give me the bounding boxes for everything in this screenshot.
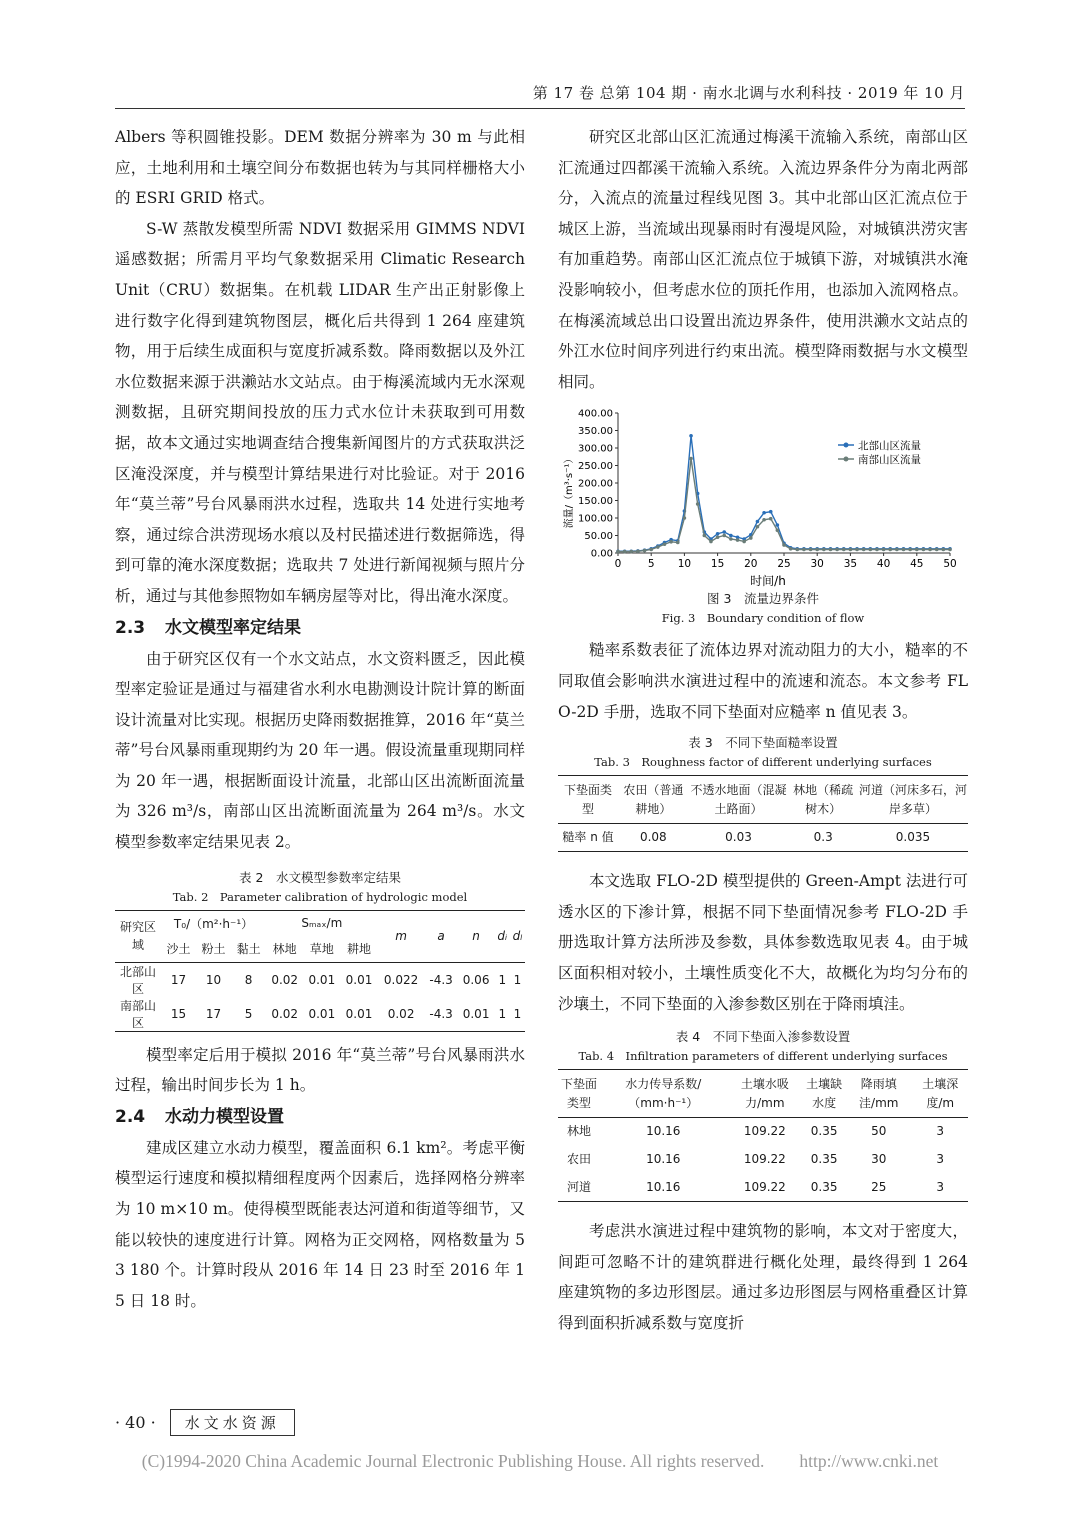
series-point-2: [762, 518, 766, 522]
table-cell: 0.03: [689, 824, 789, 852]
y-tick-label: 0.00: [590, 548, 613, 560]
series-point-2: [888, 548, 892, 552]
x-tick-label: 5: [647, 558, 655, 571]
table-cell: 0.01: [303, 997, 340, 1032]
table-cell: 10.16: [646, 1152, 681, 1167]
section-title: 水动力模型设置: [165, 1106, 284, 1127]
series-point-2: [942, 548, 946, 552]
x-tick-label: 50: [943, 558, 957, 571]
paragraph: 糙率系数表征了流体边界对流动阻力的大小，糙率的不同取值会影响洪水演进过程中的流速和流态。本文参考 FLO-2D 手册，选取不同下垫面对应糙率 n 值见表 3。: [558, 641, 968, 721]
series-point-2: [616, 550, 620, 554]
table-cell: 糙率 n 值: [558, 824, 618, 852]
series-point-2: [915, 548, 919, 552]
y-tick-label: 150.00: [578, 496, 613, 508]
section-heading: [115, 1101, 525, 1133]
table-subheader-cell: 耕地: [340, 936, 377, 962]
table-cell: 0.02: [378, 997, 425, 1032]
y-tick-label: 100.00: [578, 513, 613, 525]
table-header-cell: 水力传导系数/（mm·h⁻¹）: [600, 1070, 727, 1118]
series-point-2: [855, 548, 859, 552]
table-cell: -4.3: [429, 972, 453, 987]
y-tick-label: 400.00: [578, 408, 613, 420]
table-3: [558, 775, 968, 852]
table-cell: 0.35: [810, 1124, 838, 1139]
table-caption-en: Tab. 4 Infiltration parameters of different underlying surfaces: [578, 1049, 948, 1064]
y-tick-label: 350.00: [578, 426, 613, 438]
table-cell: 17: [170, 972, 187, 987]
table-cell: 30: [871, 1152, 887, 1167]
series-point-2: [689, 457, 693, 461]
series-point-2: [862, 548, 866, 552]
series-point-2: [716, 536, 720, 540]
table-header-cell: 土壤缺水度: [803, 1070, 845, 1118]
table-cell: 3: [936, 1124, 945, 1139]
table-header-cell: Sₘₐₓ/m: [266, 910, 377, 936]
series-point-2: [736, 539, 740, 543]
x-tick-label: 40: [876, 558, 891, 571]
x-tick-label: 15: [710, 558, 725, 571]
series-point-2: [849, 548, 853, 552]
copyright-watermark: (C)1994-2020 China Academic Journal Electronic Publishing House. All rights reserved. http://www.cnki.net: [141, 1451, 939, 1471]
table-header-cell: n: [458, 910, 495, 962]
table-4: [558, 1069, 968, 1202]
series-point-2: [676, 541, 680, 545]
series-point-2: [742, 540, 746, 544]
series-point-2: [663, 543, 667, 547]
series-point-1: [722, 531, 726, 535]
series-point-2: [756, 525, 760, 529]
series-point-2: [776, 529, 780, 533]
table-cell: 3: [936, 1152, 945, 1167]
table-cell: 0.01: [345, 972, 373, 987]
figure-caption: 图 3 流量边界条件: [707, 591, 819, 607]
table-cell: 0.08: [618, 824, 689, 852]
table-subheader-cell: 草地: [303, 936, 340, 962]
paragraph: 建成区建立水动力模型，覆盖面积 6.1 km²。考虑平衡模型运行速度和模拟精细程度两个因素后，选择网格分辨率为 10 m×10 m。使得模型既能表达河道和街道等细节，又能以较快的速度进行计算。网格为正交网格，网格数量为 53 180 个。计算时段从 2016 年 14 日 23 时至 2016 年 15 日 18 时。: [115, 1138, 525, 1310]
series-point-2: [722, 534, 726, 538]
figure-3: [558, 403, 968, 589]
table-cell: 25: [845, 1174, 912, 1202]
series-point-2: [709, 540, 713, 544]
journal-section-label: 水文水资源: [170, 1409, 295, 1436]
table-cell: 10.16: [646, 1124, 681, 1139]
series-point-2: [815, 548, 819, 552]
table-header-cell: 土壤水吸力/mm: [727, 1070, 804, 1118]
series-point-2: [629, 550, 633, 554]
series-point-1: [756, 520, 760, 524]
table-row: [558, 1118, 968, 1146]
series-point-2: [842, 548, 846, 552]
paragraph: Albers 等积圆锥投影。DEM 数据分辨率为 30 m 与此相应，土地利用和土壤空间分布数据也转为与其同样栅格大小的 ESRI GRID 格式。: [115, 128, 525, 208]
table-header-cell: a: [425, 910, 458, 962]
table-cell: 50: [871, 1124, 887, 1139]
right-column: [558, 122, 968, 1338]
series-point-2: [822, 548, 826, 552]
table-caption-en: Tab. 3 Roughness factor of different underlying surfaces: [594, 755, 932, 770]
table-caption: 表 3 不同下垫面糙率设置: [688, 735, 838, 751]
legend-marker: [844, 457, 849, 462]
series-point-2: [829, 548, 833, 552]
table-header-cell: 林地（稀疏树木）: [788, 776, 858, 824]
y-tick-label: 300.00: [578, 443, 613, 455]
table-cell: 109.22: [743, 1152, 786, 1167]
table-cell: 109.22: [743, 1124, 786, 1139]
table-cell: 15: [161, 997, 196, 1032]
series-point-2: [922, 548, 926, 552]
table-header-cell: 研究区域: [115, 910, 161, 962]
series-point-2: [729, 538, 733, 542]
table-caption: 表 2 水文模型参数率定结果: [239, 869, 401, 885]
table-header-cell: 下垫面类型: [558, 1070, 600, 1118]
table-row: [558, 1146, 968, 1174]
x-tick-label: 0: [614, 558, 622, 571]
table-header-cell: 土壤深度/m: [912, 1070, 968, 1118]
series-point-2: [948, 548, 952, 552]
table-header-cell: 河道（河床多石，河岸多草）: [858, 776, 968, 824]
table-header-cell: 降雨填洼/mm: [845, 1070, 912, 1118]
series-point-2: [875, 548, 879, 552]
table-cell: 17: [196, 997, 231, 1032]
header-rule: [115, 108, 965, 109]
table-2: [115, 910, 525, 1032]
series-point-1: [716, 532, 720, 536]
series-point-2: [683, 517, 687, 521]
table-cell: 8: [244, 972, 253, 987]
series-point-2: [656, 546, 660, 550]
table-cell: 0.02: [266, 997, 303, 1032]
series-point-2: [882, 548, 886, 552]
section-heading: [115, 612, 525, 644]
x-tick-label: 30: [810, 558, 824, 571]
table-cell: 0.035: [858, 824, 968, 852]
series-point-2: [703, 534, 707, 538]
table-cell: 0.01: [340, 997, 377, 1032]
legend-label: 北部山区流量: [858, 440, 921, 453]
figure-caption-en: Fig. 3 Boundary condition of flow: [661, 611, 865, 626]
table-cell: 1: [510, 997, 525, 1032]
series-point-1: [762, 511, 766, 515]
table-row: [115, 962, 525, 997]
page-number: · 40 ·: [115, 1412, 156, 1432]
table-caption: 表 4 不同下垫面入渗参数设置: [675, 1029, 851, 1045]
table-header-cell: m: [378, 910, 425, 962]
paragraph: S-W 蒸散发模型所需 NDVI 数据采用 GIMMS NDVI 遥感数据；所需月平均气象数据采用 Climatic Research Unit（CRU）数据集。在机载 LIDAR 生产出正射影像上进行数字化得到建筑物图层，概化后共得到 1 264 座建筑物，用于后续生成面积与宽度折减系数。降雨数据以及外江水位数据来源于洪濑站水文站点。由于梅溪流域内无水深观测数据，且研究期间投放的压力式水位计未获取到可用数据，故本文通过实地调查结合搜集新闻图片的方式获取洪泛区淹没深度，并与模型计算结果进行对比验证。对于 2016 年“莫兰蒂”号台风暴雨洪水过程，选取共 14 处进行实地考察，通过综合洪涝现场水痕以及村民描述进行数据筛选，得到可靠的淹水深度数据；选取共 7 处进行新闻视频与照片分析，通过与其他参照物如车辆房屋等对比，得出淹水深度。: [115, 219, 525, 605]
series-point-2: [696, 503, 700, 507]
table-header-cell: 不透水地面（混凝土路面）: [689, 776, 789, 824]
series-point-2: [643, 549, 647, 553]
y-tick-label: 50.00: [584, 531, 613, 543]
table-cell: 0.06: [462, 972, 490, 987]
table-cell: 1: [495, 997, 510, 1032]
series-point-2: [782, 543, 786, 547]
table-cell: 1: [513, 972, 522, 987]
series-point-2: [795, 548, 799, 552]
series-point-2: [749, 536, 753, 540]
table-cell: 0.022: [383, 972, 419, 987]
legend-label: 南部山区流量: [858, 454, 921, 467]
table-subheader-cell: 沙土: [161, 936, 196, 962]
table-cell: 5: [231, 997, 266, 1032]
series-point-1: [769, 510, 773, 514]
series-point-2: [623, 550, 627, 554]
series-point-2: [928, 548, 932, 552]
table-subheader-cell: 黏土: [231, 936, 266, 962]
table-cell: 109.22: [727, 1174, 804, 1202]
table-cell: 北部山区: [119, 964, 156, 996]
paragraph: 本文选取 FLO-2D 模型提供的 Green-Ampt 法进行可透水区的下渗计算，根据不同下垫面情况参考 FLO-2D 手册选取计算方法所涉及参数，具体参数选取见表 4。由于城区面积相对较小，土壤性质变化不大，故概化为均匀分布的沙壤土，不同下垫面的入渗参数区别在于降雨填洼。: [558, 872, 968, 1013]
table-cell: 0.02: [271, 972, 299, 987]
table-header-cell: dₗ: [510, 910, 525, 962]
series-point-2: [809, 548, 813, 552]
paragraph: 模型率定后用于模拟 2016 年“莫兰蒂”号台风暴雨洪水过程，输出时间步长为 1 h。: [115, 1045, 525, 1095]
series-point-2: [669, 540, 673, 544]
series-point-2: [835, 548, 839, 552]
series-point-2: [649, 548, 653, 552]
series-point-1: [729, 534, 733, 538]
table-cell: 南部山区: [115, 997, 161, 1032]
flow-chart: [558, 403, 968, 589]
series-point-2: [908, 548, 912, 552]
table-cell: 河道: [558, 1174, 600, 1202]
left-column: [115, 122, 525, 1316]
y-tick-label: 200.00: [578, 478, 613, 490]
series-point-2: [802, 548, 806, 552]
y-axis-label: 流量/（m³·s⁻¹）: [564, 453, 575, 529]
x-axis-label: 时间/h: [750, 574, 786, 589]
legend-marker: [844, 443, 849, 448]
x-tick-label: 25: [777, 558, 791, 571]
series-point-2: [869, 548, 873, 552]
section-number: 2.4: [115, 1106, 146, 1127]
table-header-cell: T₀/（m²·h⁻¹）: [161, 910, 266, 936]
table-cell: -4.3: [425, 997, 458, 1032]
series-point-2: [895, 548, 899, 552]
paragraph: 考虑洪水演进过程中建筑物的影响，本文对于密度大，间距可忽略不计的建筑群进行概化处理，最终得到 1 264 座建筑物的多边形图层。通过多边形图层与网格重叠区计算得到面积折减系数与宽度折: [558, 1222, 968, 1332]
series-point-2: [935, 548, 939, 552]
x-tick-label: 20: [744, 558, 758, 571]
x-tick-label: 10: [677, 558, 692, 571]
table-cell: 农田: [566, 1152, 591, 1167]
paragraph: 由于研究区仅有一个水文站点，水文资料匮乏，因此模型率定验证是通过与福建省水利水电勘测设计院计算的断面设计流量对比实现。根据历史降雨数据推算，2016 年“莫兰蒂”号台风暴雨重现期约为 20 年一遇。假设流量重现期同样为 20 年一遇，根据断面设计流量，北部山区出流断面流量为 326 m³/s，南部山区出流断面流量为 264 m³/s。水文模型参数率定结果见表 2。: [115, 649, 525, 852]
table-cell: 0.35: [803, 1174, 845, 1202]
y-tick-label: 250.00: [578, 461, 613, 473]
table-row: [115, 997, 525, 1032]
table-cell: 0.01: [308, 972, 336, 987]
paragraph: 研究区北部山区汇流通过梅溪干流输入系统，南部山区汇流通过四都溪干流输入系统。入流边界条件分为南北两部分，入流点的流量过程线见图 3。其中北部山区汇流点位于城区上游，当流域出现暴雨时有漫堤风险，对城镇洪涝灾害有加重趋势。南部山区汇流点位于城镇下游，对城镇洪水淹没影响较小，但考虑水位的顶托作用，也添加入流网格点。在梅溪流域总出口设置出流边界条件，使用洪濑水文站点的外江水位时间序列进行约束出流。模型降雨数据与水文模型相同。: [558, 128, 968, 391]
series-point-2: [769, 517, 773, 521]
table-subheader-cell: 林地: [266, 936, 303, 962]
table-caption-en: Tab. 2 Parameter calibration of hydrologic model: [172, 889, 468, 904]
table-cell: 10.16: [600, 1174, 727, 1202]
table-cell: 0.3: [788, 824, 858, 852]
table-cell: 1: [498, 972, 507, 987]
table-cell: 10: [205, 972, 222, 987]
section-title: 水文模型率定结果: [165, 617, 301, 638]
series-point-2: [636, 550, 640, 554]
series-point-2: [902, 548, 906, 552]
series-line-2: [618, 459, 950, 552]
x-tick-label: 35: [843, 558, 858, 571]
series-point-2: [789, 547, 793, 551]
table-subheader-cell: 粉土: [196, 936, 231, 962]
table-cell: 0.01: [458, 997, 495, 1032]
page-footer: [115, 1408, 295, 1436]
x-tick-label: 45: [910, 558, 924, 571]
table-header-cell: 农田（普通耕地）: [618, 776, 689, 824]
series-point-1: [776, 524, 780, 528]
table-row: [558, 824, 968, 852]
table-row: [558, 1174, 968, 1202]
table-cell: 林地: [566, 1124, 591, 1139]
running-header: 第 17 卷 总第 104 期 · 南水北调与水利科技 · 2019 年 10 月: [532, 84, 965, 102]
series-point-1: [689, 434, 693, 438]
section-number: 2.3: [115, 617, 146, 638]
table-cell: 0.35: [810, 1152, 838, 1167]
table-header-cell: dᵢ: [495, 910, 510, 962]
table-header-cell: 下垫面类型: [558, 776, 618, 824]
table-cell: 3: [912, 1174, 968, 1202]
